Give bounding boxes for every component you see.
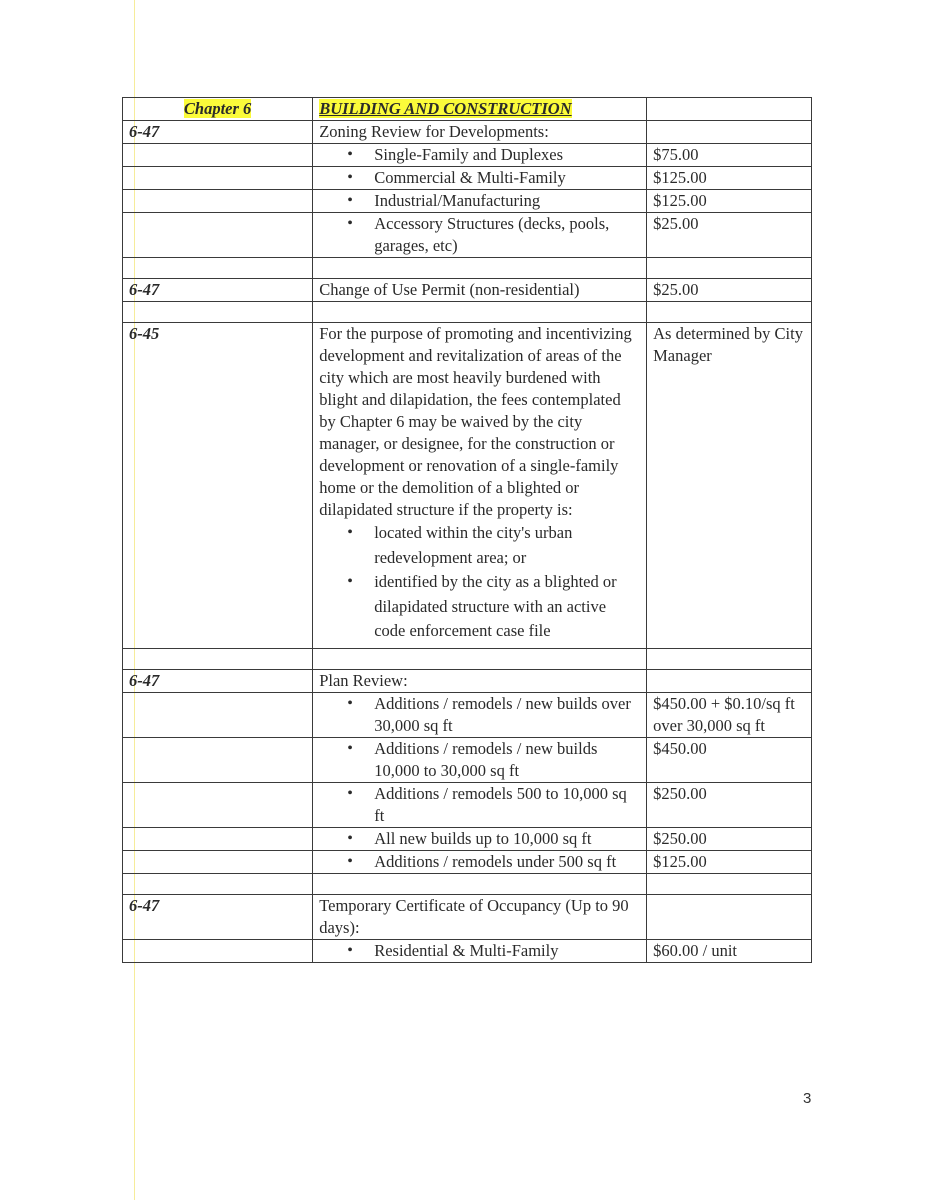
spacer-row <box>123 648 812 669</box>
fee-item-amount: $450.00 <box>647 737 812 782</box>
waiver-condition: • identified by the city as a blighted or dilapidated structure with an active code enforcement case file <box>319 570 640 644</box>
spacer-row <box>123 258 812 279</box>
fee-item-label: • Commercial & Multi-Family <box>319 167 640 189</box>
section-code: 6-47 <box>123 669 313 692</box>
chapter-label: Chapter 6 <box>183 99 252 118</box>
fee-item-label: • Industrial/Manufacturing <box>319 190 640 212</box>
section-code: 6-47 <box>123 894 313 939</box>
chapter-title-cell <box>313 98 647 121</box>
fee-item-label: • Additions / remodels / new builds 10,000 to 30,000 sq ft <box>319 738 640 782</box>
fee-item-amount: $450.00 + $0.10/sq ft over 30,000 sq ft <box>647 692 812 737</box>
section-fee: As determined by City Manager <box>647 323 812 649</box>
section-description: Zoning Review for Developments: <box>313 121 647 144</box>
page-number: 3 <box>803 1090 812 1107</box>
chapter-title: BUILDING AND CONSTRUCTION <box>319 99 572 118</box>
fee-item-amount: $250.00 <box>647 827 812 850</box>
spacer-row <box>123 873 812 894</box>
section-code: 6-47 <box>123 279 313 302</box>
table-row <box>123 737 812 782</box>
waiver-condition: • located within the city's urban redevelopment area; or <box>319 521 640 570</box>
table-row <box>123 323 812 649</box>
table-row <box>123 692 812 737</box>
table-row <box>123 669 812 692</box>
fee-item-amount: $125.00 <box>647 167 812 190</box>
waiver-description: For the purpose of promoting and incentivizing development and revitalization of areas of the city which are most heavily burdened with blight and dilapidation, the fees contemplated by Chapter 6 may be waived by the city manager, or designee, for the construction or development or renovation of a single-family home or the demolition of a blighted or dilapidated structure if the property is: <box>319 324 632 519</box>
section-code: 6-47 <box>123 121 313 144</box>
fee-item-label: • Accessory Structures (decks, pools, garages, etc) <box>319 213 640 257</box>
table-header-row <box>123 98 812 121</box>
fee-item-label: • Residential & Multi-Family <box>319 940 640 962</box>
table-row <box>123 782 812 827</box>
section-fee <box>647 894 812 939</box>
fee-item-amount: $60.00 / unit <box>647 939 812 962</box>
fee-item-label: • Additions / remodels / new builds over 30,000 sq ft <box>319 693 640 737</box>
spacer-row <box>123 302 812 323</box>
section-fee <box>647 669 812 692</box>
section-fee <box>647 121 812 144</box>
fee-item-amount: $125.00 <box>647 190 812 213</box>
table-row <box>123 213 812 258</box>
section-description: Temporary Certificate of Occupancy (Up to 90 days): <box>313 894 647 939</box>
empty-cell <box>647 98 812 121</box>
fee-item-label: • All new builds up to 10,000 sq ft <box>319 828 640 850</box>
section-description: Plan Review: <box>313 669 647 692</box>
fee-item-amount: $25.00 <box>647 213 812 258</box>
fee-item-amount: $250.00 <box>647 782 812 827</box>
fee-item-label: • Additions / remodels 500 to 10,000 sq ft <box>319 783 640 827</box>
table-row <box>123 144 812 167</box>
table-row <box>123 279 812 302</box>
table-row <box>123 167 812 190</box>
table-row <box>123 939 812 962</box>
fee-item-label: • Single-Family and Duplexes <box>319 144 640 166</box>
fee-item-label: • Additions / remodels under 500 sq ft <box>319 851 640 873</box>
table-row <box>123 121 812 144</box>
table-row <box>123 190 812 213</box>
table-row <box>123 850 812 873</box>
table-row <box>123 894 812 939</box>
section-code: 6-45 <box>123 323 313 649</box>
table-row <box>123 827 812 850</box>
chapter-cell <box>123 98 313 121</box>
section-description: Change of Use Permit (non-residential) <box>313 279 647 302</box>
section-fee: $25.00 <box>647 279 812 302</box>
fee-item-amount: $125.00 <box>647 850 812 873</box>
fee-item-amount: $75.00 <box>647 144 812 167</box>
fee-schedule-table <box>122 97 812 963</box>
